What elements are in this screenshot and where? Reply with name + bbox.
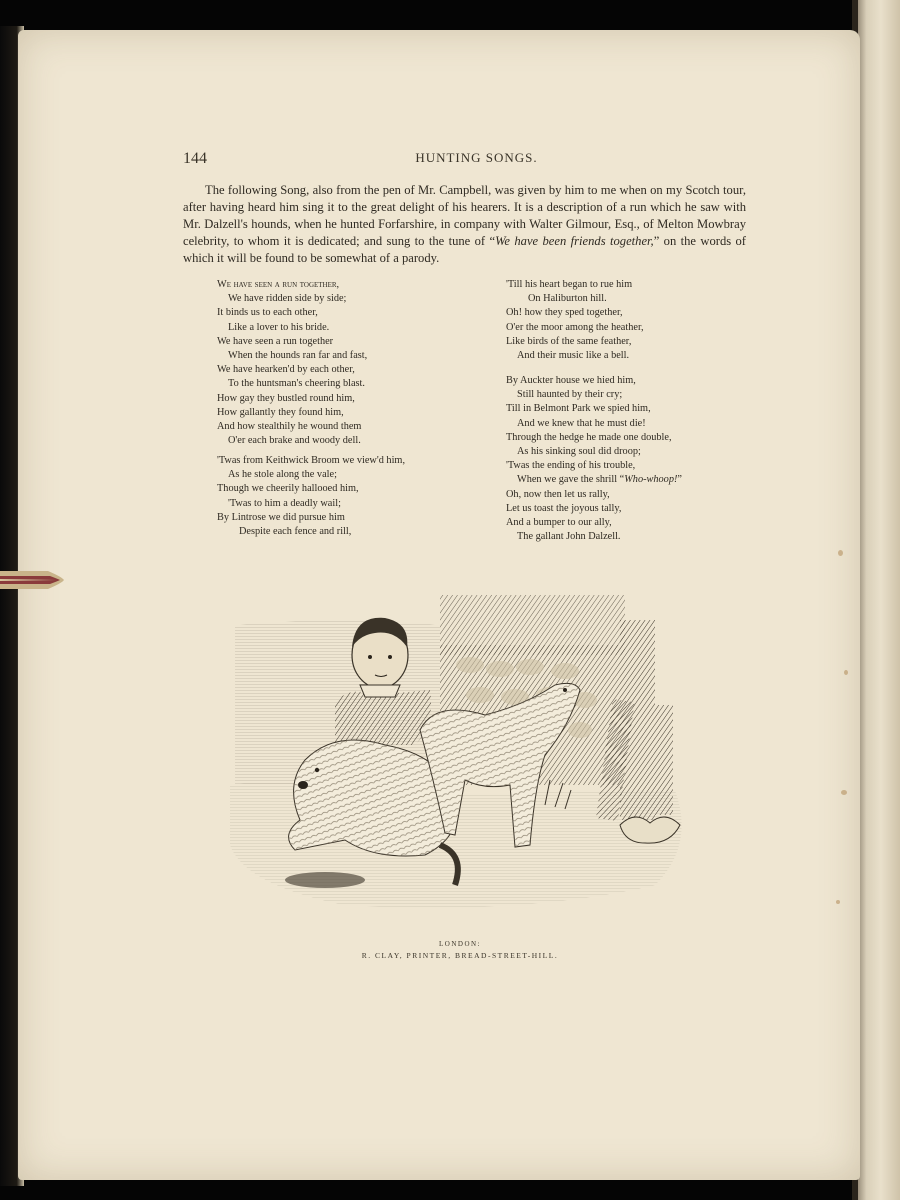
shout-word: Who-whoop! [624, 474, 678, 486]
poem-line: And we knew that he must die! [517, 417, 646, 429]
ribbon-bookmark [0, 567, 66, 593]
poem-line: When we gave the shrill “Who-whoop!” [517, 474, 682, 486]
poem-line: O'er each brake and woody dell. [228, 435, 361, 447]
poem-line: It binds us to each other, [217, 307, 318, 319]
intro-text: The following Song, also from the pen of Mr. Campbell, was given by him to me when on my Scotch tour, after having heard him sing it to the great delight of his hearers. It is a description of a run which he saw with Mr. Dalzell's hounds, when he hunted Forfarshire, in company with Walter Gilmour, Esq., of Melton Mowbray celebrity, to whom it is dedicated; and sung to the tune of “ [183, 183, 746, 248]
poem-line: How gallantly they found him, [217, 406, 344, 418]
poem-line: As he stole along the vale; [228, 469, 337, 481]
poem-line: 'Twas the ending of his trouble, [506, 460, 636, 472]
poem-line: And their music like a bell. [517, 350, 630, 362]
page-header [183, 150, 730, 170]
poem-line: Like a lover to his bride. [228, 321, 330, 333]
intro-text-end: ” on the words of which it will be found to be somewhat of a parody. [183, 234, 746, 265]
poem-line: To the huntsman's cheering blast. [228, 378, 365, 390]
poem-line: 'Twas to him a deadly wail; [228, 497, 341, 509]
poem-line: On Haliburton hill. [528, 293, 607, 305]
poem-line: Through the hedge he made one double, [506, 431, 672, 443]
poem-line: By Lintrose we did pursue him [217, 511, 345, 523]
intro-paragraph [183, 182, 746, 267]
poem-line: When the hounds ran far and fast, [228, 350, 368, 362]
poem-line: Oh! how they sped together, [506, 307, 623, 319]
poem-line: We have seen a run together [217, 335, 334, 347]
poem-stanza-3 [506, 278, 644, 363]
poem-line: We have seen a run together, [217, 279, 340, 290]
poem-stanza-1 [217, 278, 367, 448]
poem-line: 'Till his heart began to rue him [506, 279, 633, 290]
poem-line: By Auckter house we hied him, [506, 375, 636, 386]
poem-line: O'er the moor among the heather, [506, 321, 644, 333]
poem-line: The gallant John Dalzell. [517, 531, 621, 543]
imprint-city: LONDON: [439, 940, 481, 948]
running-head: HUNTING SONGS. [415, 150, 538, 165]
poem-line: Still haunted by their cry; [517, 389, 623, 401]
engraving-boy-and-dogs [225, 585, 695, 915]
poem-line: We have ridden side by side; [228, 293, 347, 305]
poem-line: Despite each fence and rill, [239, 526, 352, 538]
printer-imprint [300, 940, 620, 960]
poem-line: And a bumper to our ally, [506, 517, 612, 529]
page-number: 144 [183, 150, 207, 167]
poem-stanza-4 [506, 374, 682, 544]
poem-line: As his sinking soul did droop; [517, 446, 641, 458]
poem-line: Though we cheerily hallooed him, [217, 483, 359, 495]
tune-title: We have been friends together, [495, 234, 654, 248]
poem-line: And how stealthily he wound them [217, 421, 362, 433]
poem-stanza-2 [217, 454, 405, 539]
imprint-printer: R. CLAY, PRINTER, BREAD-STREET-HILL. [361, 951, 559, 960]
poem-line: Like birds of the same feather, [506, 335, 632, 347]
poem-line: How gay they bustled round him, [217, 392, 355, 404]
poem-line: 'Twas from Keithwick Broom we view'd him, [217, 455, 406, 466]
poem-line: Oh, now then let us rally, [506, 488, 610, 500]
poem-line: We have hearken'd by each other, [217, 364, 355, 376]
poem-line: Let us toast the joyous tally, [506, 502, 622, 514]
poem-line: Till in Belmont Park we spied him, [506, 403, 651, 415]
